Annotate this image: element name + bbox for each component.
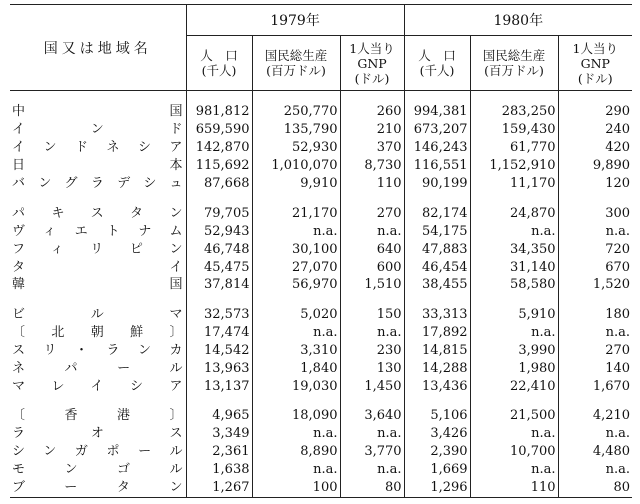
table-row [10, 121, 632, 139]
population-1980-cell: 38,455 [404, 276, 470, 294]
region-label-header: 国又は地域名 [10, 5, 186, 91]
gnp-per-capita-1980-cell: 9,890 [558, 157, 632, 175]
country-name-cell: ヴィエトナム [12, 223, 184, 239]
gnp-per-capita-1979-cell: 210 [340, 121, 404, 139]
country-name-cell: 中国 [12, 104, 184, 120]
gnp-per-capita-1979-cell: 150 [340, 306, 404, 324]
table-row [10, 443, 632, 461]
table-row [10, 222, 632, 240]
gnp-per-capita-1979-cell: n.a. [340, 222, 404, 240]
population-1980-cell: 116,551 [404, 157, 470, 175]
table-row [10, 377, 632, 395]
gnp-per-capita-1979-cell: 270 [340, 204, 404, 222]
gnp-1979-cell: n.a. [252, 461, 340, 479]
population-1980-cell: 90,199 [404, 175, 470, 193]
gnp-1980-cell: 110 [470, 479, 558, 498]
gnp-1980-cell: 3,990 [470, 341, 558, 359]
gnp-1979-cell: 52,930 [252, 139, 340, 157]
gnp-per-capita-1979-cell: 130 [340, 359, 404, 377]
gnp-1979-cell: 100 [252, 479, 340, 498]
country-name-cell: スリ・ランカ [12, 342, 184, 358]
population-1979-cell: 14,542 [186, 341, 252, 359]
gnp-per-capita-1979-cell: 1,510 [340, 276, 404, 294]
gnp-1979-cell: 21,170 [252, 204, 340, 222]
gnp-per-capita-1980-cell: 80 [558, 479, 632, 498]
gnp-1979-cell: 27,070 [252, 258, 340, 276]
gnp-per-capita-1979-cell: 80 [340, 479, 404, 498]
country-name-cell: バングラデシュ [12, 176, 184, 192]
gnp-1979-cell: 18,090 [252, 407, 340, 425]
gnp-1979-cell: 19,030 [252, 377, 340, 395]
population-1980-header: 人 口 (千人) [404, 36, 470, 91]
gnp-per-capita-1979-cell: 1,450 [340, 377, 404, 395]
gnp-1979-cell: 9,910 [252, 175, 340, 193]
country-name-cell: シンガポール [12, 444, 184, 460]
population-1980-cell: 46,454 [404, 258, 470, 276]
gnp-1979-cell: 250,770 [252, 103, 340, 121]
population-1979-cell: 87,668 [186, 175, 252, 193]
table-row [10, 175, 632, 193]
gnp-per-capita-1980-cell: 290 [558, 103, 632, 121]
country-name-cell: 日本 [12, 158, 184, 174]
population-1979-cell: 37,814 [186, 276, 252, 294]
population-1980-cell: 2,390 [404, 443, 470, 461]
gnp-per-capita-1979-cell: 230 [340, 341, 404, 359]
population-1980-cell: 14,815 [404, 341, 470, 359]
table-row [10, 461, 632, 479]
gnp-per-capita-1979-cell: 260 [340, 103, 404, 121]
table-row [10, 306, 632, 324]
gnp-1980-cell: n.a. [470, 222, 558, 240]
table-row [10, 407, 632, 425]
gnp-per-capita-1980-cell: 4,480 [558, 443, 632, 461]
gnp-1980-cell: 21,500 [470, 407, 558, 425]
population-1980-cell: 82,174 [404, 204, 470, 222]
gnp-per-capita-1979-cell: n.a. [340, 324, 404, 342]
population-1979-cell: 1,638 [186, 461, 252, 479]
population-1979-cell: 981,812 [186, 103, 252, 121]
gnp-per-capita-1980-cell: 420 [558, 139, 632, 157]
population-1980-cell: 994,381 [404, 103, 470, 121]
country-name-cell: モンゴル [12, 462, 184, 478]
table-row [10, 341, 632, 359]
gnp-per-capita-1979-cell: 640 [340, 240, 404, 258]
gnp-1980-header: 国民総生産 (百万ドル) [470, 36, 558, 91]
gnp-per-capita-1980-cell: 180 [558, 306, 632, 324]
table-row [10, 204, 632, 222]
population-1979-cell: 142,870 [186, 139, 252, 157]
year-1980-header: 1980年 [404, 5, 632, 36]
population-1979-cell: 32,573 [186, 306, 252, 324]
table-row [10, 139, 632, 157]
country-name-cell: マレイシア [12, 378, 184, 394]
population-1979-cell: 4,965 [186, 407, 252, 425]
gnp-per-capita-1980-cell: 120 [558, 175, 632, 193]
gnp-per-capita-1980-cell: 1,670 [558, 377, 632, 395]
country-name-cell: ネパール [12, 360, 184, 376]
gnp-1980-cell: n.a. [470, 324, 558, 342]
gnp-1979-cell: 3,310 [252, 341, 340, 359]
country-name-cell: フィリピン [12, 241, 184, 257]
gnp-per-capita-1979-cell: 3,640 [340, 407, 404, 425]
population-1980-cell: 5,106 [404, 407, 470, 425]
gnp-1980-cell: 61,770 [470, 139, 558, 157]
table-header [10, 5, 632, 91]
table-row [10, 479, 632, 498]
gnp-1980-cell: 24,870 [470, 204, 558, 222]
population-1980-cell: 54,175 [404, 222, 470, 240]
population-1980-cell: 1,296 [404, 479, 470, 498]
population-1980-cell: 673,207 [404, 121, 470, 139]
population-1979-cell: 52,943 [186, 222, 252, 240]
gnp-1980-cell: n.a. [470, 425, 558, 443]
population-1979-cell: 1,267 [186, 479, 252, 498]
asia-statistics-table [10, 4, 632, 498]
population-1979-cell: 45,475 [186, 258, 252, 276]
population-1979-cell: 79,705 [186, 204, 252, 222]
gnp-1979-cell: 1,010,070 [252, 157, 340, 175]
country-name-cell: パキスタン [12, 205, 184, 221]
gnp-per-capita-1980-cell: n.a. [558, 461, 632, 479]
group-spacer [10, 395, 632, 407]
gnp-per-capita-1980-cell: n.a. [558, 425, 632, 443]
population-1980-cell: 17,892 [404, 324, 470, 342]
gnp-1980-cell: 34,350 [470, 240, 558, 258]
population-1979-cell: 659,590 [186, 121, 252, 139]
gnp-per-capita-1980-cell: 240 [558, 121, 632, 139]
gnp-1979-header: 国民総生産 (百万ドル) [252, 36, 340, 91]
gnp-1980-cell: 1,152,910 [470, 157, 558, 175]
gnp-per-capita-1979-cell: 3,770 [340, 443, 404, 461]
gnp-per-capita-1980-cell: 670 [558, 258, 632, 276]
group-spacer [10, 294, 632, 306]
population-1979-cell: 3,349 [186, 425, 252, 443]
gnp-1980-cell: 10,700 [470, 443, 558, 461]
gnp-per-capita-1979-header: 1人当り GNP (ドル) [340, 36, 404, 91]
gnp-1979-cell: n.a. [252, 324, 340, 342]
table-row [10, 103, 632, 121]
population-1980-cell: 1,669 [404, 461, 470, 479]
gnp-1979-cell: n.a. [252, 425, 340, 443]
population-1979-cell: 17,474 [186, 324, 252, 342]
country-name-cell: ビルマ [12, 307, 184, 322]
table-row [10, 258, 632, 276]
country-name-cell: インドネシア [12, 140, 184, 156]
gnp-1980-cell: 58,580 [470, 276, 558, 294]
country-name-cell: 〔北朝鮮〕 [12, 324, 184, 340]
country-name-cell: ブータン [10, 479, 186, 498]
country-name-cell: ラオス [12, 426, 184, 442]
population-1979-cell: 13,137 [186, 377, 252, 395]
gnp-1980-cell: 1,980 [470, 359, 558, 377]
group-spacer [10, 193, 632, 205]
gnp-1980-cell: 283,250 [470, 103, 558, 121]
country-name-cell: タイ [12, 259, 184, 275]
gnp-1979-cell: 5,020 [252, 306, 340, 324]
gnp-1980-cell: 5,910 [470, 306, 558, 324]
gnp-per-capita-1980-cell: 140 [558, 359, 632, 377]
table-row [10, 359, 632, 377]
gnp-per-capita-1979-cell: 370 [340, 139, 404, 157]
gnp-per-capita-1979-cell: 8,730 [340, 157, 404, 175]
country-name-cell: 〔香港〕 [12, 408, 184, 424]
gnp-per-capita-1979-cell: n.a. [340, 425, 404, 443]
country-name-cell: 韓国 [12, 277, 184, 293]
gnp-per-capita-1980-header: 1人当り GNP (ドル) [558, 36, 632, 91]
gnp-per-capita-1980-cell: 4,210 [558, 407, 632, 425]
population-1980-cell: 14,288 [404, 359, 470, 377]
gnp-per-capita-1980-cell: 720 [558, 240, 632, 258]
gnp-1980-cell: 159,430 [470, 121, 558, 139]
gnp-1979-cell: 56,970 [252, 276, 340, 294]
gnp-per-capita-1980-cell: 1,520 [558, 276, 632, 294]
population-1980-cell: 146,243 [404, 139, 470, 157]
gnp-per-capita-1979-cell: n.a. [340, 461, 404, 479]
population-1979-cell: 13,963 [186, 359, 252, 377]
population-1979-cell: 46,748 [186, 240, 252, 258]
table-row [10, 276, 632, 294]
gnp-per-capita-1979-cell: 600 [340, 258, 404, 276]
group-spacer [10, 91, 632, 103]
gnp-per-capita-1980-cell: 270 [558, 341, 632, 359]
gnp-1980-cell: 22,410 [470, 377, 558, 395]
gnp-per-capita-1980-cell: 300 [558, 204, 632, 222]
year-1979-header: 1979年 [186, 5, 404, 36]
gnp-1979-cell: 1,840 [252, 359, 340, 377]
population-1980-cell: 3,426 [404, 425, 470, 443]
gnp-1979-cell: 30,100 [252, 240, 340, 258]
gnp-1980-cell: 31,140 [470, 258, 558, 276]
gnp-per-capita-1979-cell: 110 [340, 175, 404, 193]
gnp-1979-cell: 135,790 [252, 121, 340, 139]
table-row [10, 324, 632, 342]
gnp-1980-cell: 11,170 [470, 175, 558, 193]
population-1980-cell: 13,436 [404, 377, 470, 395]
population-1979-cell: 2,361 [186, 443, 252, 461]
gnp-1979-cell: n.a. [252, 222, 340, 240]
population-1980-cell: 33,313 [404, 306, 470, 324]
gnp-1979-cell: 8,890 [252, 443, 340, 461]
population-1980-cell: 47,883 [404, 240, 470, 258]
gnp-per-capita-1980-cell: n.a. [558, 324, 632, 342]
gnp-1980-cell: n.a. [470, 461, 558, 479]
table-body [10, 91, 632, 498]
population-1979-cell: 115,692 [186, 157, 252, 175]
population-1979-header: 人 口 (千人) [186, 36, 252, 91]
country-name-cell: インド [12, 122, 184, 138]
table-row [10, 425, 632, 443]
table-row [10, 157, 632, 175]
gnp-per-capita-1980-cell: n.a. [558, 222, 632, 240]
table-row [10, 240, 632, 258]
